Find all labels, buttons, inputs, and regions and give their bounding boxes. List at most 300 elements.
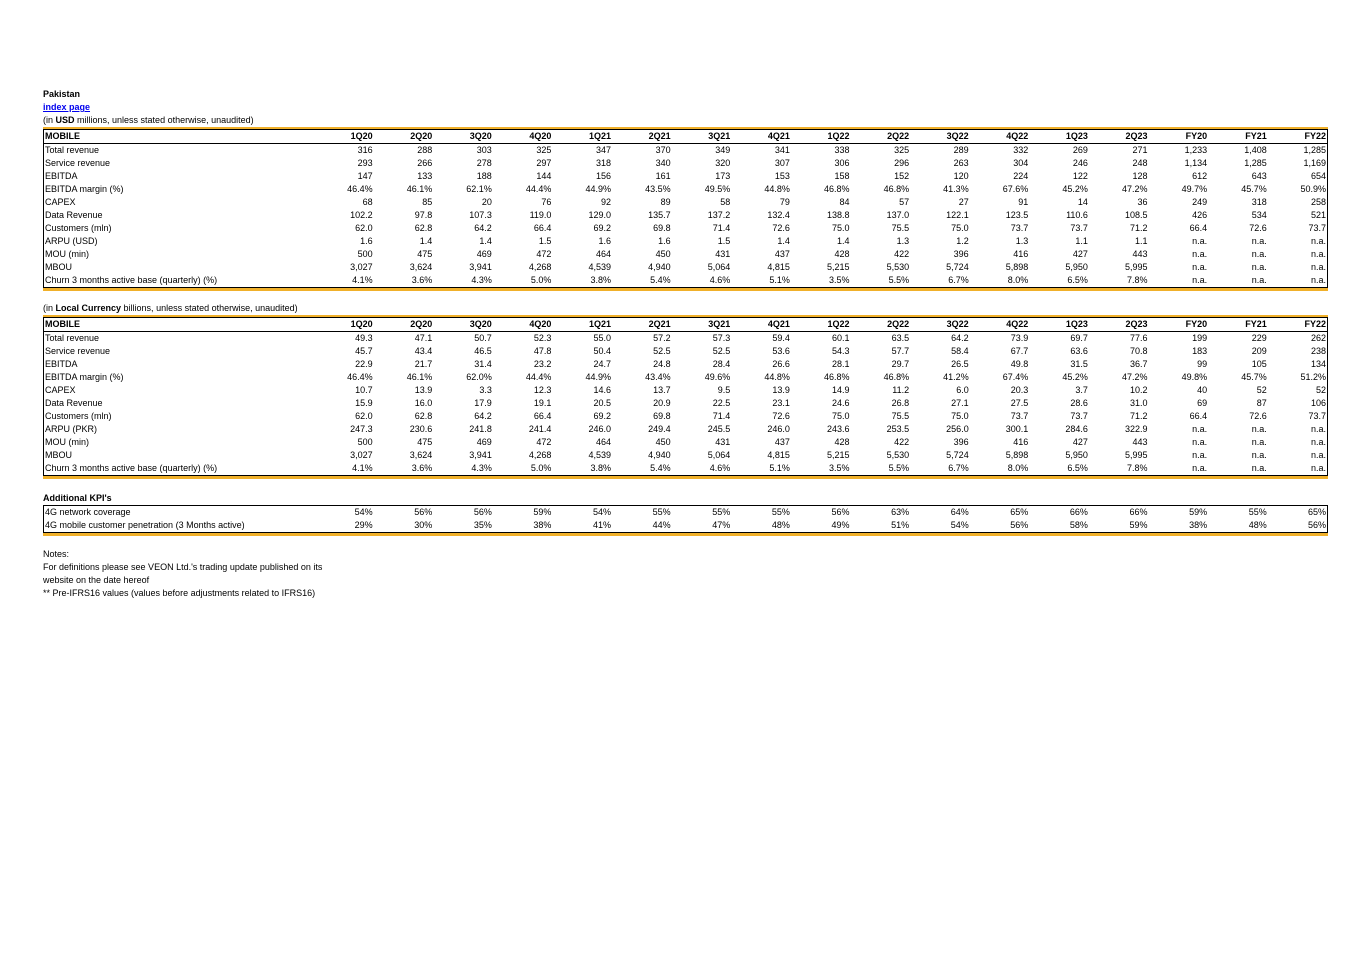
lc-cell: 464	[596, 437, 612, 447]
lc-cell: 55.0	[593, 333, 612, 343]
usd-cell: 14	[1077, 197, 1088, 207]
usd-cell: n.a.	[1251, 262, 1267, 272]
lc-cell: 47.8	[533, 346, 552, 356]
usd-cell: 427	[1072, 249, 1088, 259]
kpi-cell: 63%	[891, 507, 910, 517]
usd-cell: 67.6%	[1002, 184, 1029, 194]
lc-cell: 54.3	[831, 346, 850, 356]
lc-cell: 26.5	[951, 359, 969, 369]
lc-cell: 52	[1315, 385, 1326, 395]
lc-cell: 13.9	[772, 385, 790, 395]
usd-cell: 58	[720, 197, 731, 207]
lc-cell: 77.6	[1130, 333, 1148, 343]
usd-cell: n.a.	[1251, 275, 1267, 285]
usd-cell: 318	[1251, 197, 1267, 207]
usd-cell: 108.5	[1125, 210, 1148, 220]
lc-cell: 262	[1310, 333, 1326, 343]
usd-cell: 1.4	[419, 236, 433, 246]
lc-cell: 3.5%	[828, 463, 850, 473]
lc-cell: 241.8	[469, 424, 492, 434]
lc-cell: 5,724	[946, 450, 969, 460]
kpi-table	[43, 506, 1328, 533]
lc-cell: 52.5	[653, 346, 671, 356]
usd-cell: 6.7%	[948, 275, 969, 285]
usd-row-label: CAPEX	[45, 197, 76, 207]
kpi-cell: 59%	[533, 507, 552, 517]
usd-cell: 107.3	[469, 210, 492, 220]
usd-row-label: Customers (mln)	[45, 223, 112, 233]
kpi-row	[44, 519, 1328, 533]
usd-cell: 8.0%	[1007, 275, 1029, 285]
lc-cell: 9.5	[717, 385, 731, 395]
lc-column-header: 1Q21	[552, 318, 612, 332]
usd-cell: 248	[1132, 158, 1148, 168]
lc-cell: n.a.	[1251, 463, 1267, 473]
lc-cell: 46.5	[474, 346, 492, 356]
usd-row-label: EBITDA	[45, 171, 78, 181]
lc-cell: 10.7	[355, 385, 373, 395]
report-sheet	[43, 88, 1328, 600]
usd-cell: n.a.	[1310, 262, 1326, 272]
lc-cell: 57.3	[712, 333, 731, 343]
lc-cell: 62.0%	[466, 372, 492, 382]
usd-cell: 1,233	[1184, 145, 1208, 155]
lc-cell: n.a.	[1310, 424, 1326, 434]
usd-cell: 66.4	[533, 223, 552, 233]
usd-cell: 464	[596, 249, 612, 259]
lc-cell: 62.8	[414, 411, 433, 421]
kpi-cell: 55%	[771, 507, 790, 517]
lc-cell: 427	[1072, 437, 1088, 447]
lc-cell: 300.1	[1005, 424, 1029, 434]
lc-row	[44, 345, 1328, 358]
usd-cell: 57	[899, 197, 910, 207]
usd-row	[44, 248, 1328, 261]
lc-cell: 69.8	[653, 411, 671, 421]
usd-cell: 43.5%	[645, 184, 671, 194]
usd-cell: 296	[894, 158, 910, 168]
lc-cell: 5,995	[1125, 450, 1148, 460]
lc-column-header: FY22	[1268, 318, 1328, 332]
usd-column-header: 3Q21	[672, 130, 732, 144]
kpi-cell: 47%	[712, 520, 731, 530]
usd-column-header: FY22	[1268, 130, 1328, 144]
kpi-cell: 66%	[1129, 507, 1148, 517]
usd-cell: 137.2	[707, 210, 731, 220]
usd-row-label: Data Revenue	[45, 210, 103, 220]
lc-cell: 6.0	[956, 385, 969, 395]
lc-cell: 5,898	[1005, 450, 1029, 460]
kpi-cell: 51%	[891, 520, 910, 530]
usd-cell: 1.4	[777, 236, 790, 246]
usd-cell: 138.8	[826, 210, 850, 220]
lc-row-label: EBITDA margin (%)	[45, 372, 124, 382]
usd-cell: 4.6%	[709, 275, 731, 285]
usd-cell: 6.5%	[1067, 275, 1088, 285]
usd-cell: 122	[1072, 171, 1088, 181]
usd-row-label: MOU (min)	[45, 249, 89, 259]
lc-cell: 52.5	[712, 346, 731, 356]
usd-row-label: Service revenue	[45, 158, 111, 168]
usd-cell: 69.8	[653, 223, 671, 233]
lc-cell: 64.2	[951, 333, 969, 343]
lc-cell: 69	[1197, 398, 1208, 408]
lc-row-label: Data Revenue	[45, 398, 103, 408]
lc-cell: 5,950	[1065, 450, 1088, 460]
lc-cell: 245.5	[707, 424, 731, 434]
usd-cell: 521	[1310, 210, 1326, 220]
lc-cell: n.a.	[1310, 450, 1326, 460]
kpi-cell: 59%	[1129, 520, 1148, 530]
lc-cell: 475	[417, 437, 433, 447]
usd-cell: 1.5	[717, 236, 731, 246]
usd-cell: 1.1	[1135, 236, 1148, 246]
kpi-cell: 56%	[414, 507, 433, 517]
usd-cell: 1.4	[836, 236, 850, 246]
lc-cell: 47.2%	[1122, 372, 1148, 382]
usd-cell: 1.4	[479, 236, 492, 246]
usd-cell: 85	[422, 197, 433, 207]
usd-cell: 36	[1137, 197, 1148, 207]
usd-cell: 431	[715, 249, 731, 259]
lc-cell: 44.4%	[525, 372, 552, 382]
lc-cell: 46.8%	[883, 372, 910, 382]
lc-column-header: 1Q20	[314, 318, 374, 332]
usd-cell: 161	[655, 171, 671, 181]
lc-cell: 73.7	[1070, 411, 1088, 421]
lc-cell: 22.9	[355, 359, 373, 369]
usd-cell: 271	[1132, 145, 1148, 155]
usd-row	[44, 170, 1328, 183]
lc-column-header: 4Q20	[493, 318, 553, 332]
lc-cell: 71.4	[712, 411, 731, 421]
usd-cell: 3,027	[350, 262, 373, 272]
kpi-row-label: 4G mobile customer penetration (3 Months active)	[45, 520, 245, 530]
usd-cell: 84	[839, 197, 850, 207]
lc-column-header: FY20	[1149, 318, 1209, 332]
usd-row	[44, 222, 1328, 235]
lc-cell: 64.2	[474, 411, 492, 421]
lc-column-header: 2Q22	[850, 318, 910, 332]
lc-cell: 69.2	[593, 411, 612, 421]
usd-column-header: 3Q22	[910, 130, 970, 144]
usd-cell: n.a.	[1310, 249, 1326, 259]
lc-cell: 241.4	[528, 424, 552, 434]
kpi-cell: 30%	[414, 520, 433, 530]
lc-cell: 52.3	[533, 333, 552, 343]
page-title: Pakistan	[43, 89, 81, 99]
lc-cell: 428	[834, 437, 850, 447]
lc-cell: 4.3%	[471, 463, 492, 473]
usd-cell: 44.4%	[525, 184, 552, 194]
lc-row	[44, 410, 1328, 423]
usd-cell: 46.8%	[883, 184, 910, 194]
usd-cell: 47.2%	[1122, 184, 1148, 194]
local-currency-caption: (in Local Currency billions, unless stated otherwise, unaudited)	[43, 303, 298, 313]
lc-cell: 5,215	[826, 450, 850, 460]
note-line: website on the date hereof	[43, 575, 150, 585]
usd-cell: 5,995	[1125, 262, 1148, 272]
usd-cell: 7.8%	[1127, 275, 1148, 285]
lc-cell: 75.0	[951, 411, 969, 421]
kpi-row-label: 4G network coverage	[45, 507, 131, 517]
lc-cell: 44.9%	[585, 372, 612, 382]
usd-cell: 72.6	[772, 223, 790, 233]
lc-cell: 105	[1251, 359, 1267, 369]
kpi-cell: 56%	[1010, 520, 1029, 530]
usd-cell: 5.5%	[888, 275, 910, 285]
usd-row-label: MBOU	[45, 262, 72, 272]
usd-cell: 91	[1018, 197, 1029, 207]
lc-cell: 28.4	[712, 359, 731, 369]
lc-cell: 24.6	[831, 398, 850, 408]
lc-cell: 416	[1013, 437, 1029, 447]
usd-cell: 49.7%	[1181, 184, 1208, 194]
lc-row	[44, 436, 1328, 449]
usd-cell: 73.7	[1010, 223, 1029, 233]
usd-row-label: ARPU (USD)	[45, 236, 98, 246]
lc-cell: 70.8	[1130, 346, 1148, 356]
lc-cell: 63.6	[1070, 346, 1088, 356]
usd-cell: 3.5%	[828, 275, 850, 285]
lc-cell: 24.8	[653, 359, 671, 369]
lc-cell: 199	[1192, 333, 1208, 343]
lc-cell: 71.2	[1130, 411, 1148, 421]
usd-cell: 5,064	[707, 262, 731, 272]
usd-cell: 188	[476, 171, 492, 181]
usd-cell: 153	[774, 171, 790, 181]
usd-cell: 349	[715, 145, 731, 155]
kpi-row	[44, 506, 1328, 519]
kpi-title: Additional KPI's	[43, 492, 1328, 506]
lc-cell: 72.6	[772, 411, 790, 421]
lc-cell: n.a.	[1192, 424, 1208, 434]
lc-row	[44, 397, 1328, 410]
lc-cell: 69.7	[1070, 333, 1088, 343]
usd-cell: 79	[779, 197, 790, 207]
lc-column-header: 1Q23	[1029, 318, 1089, 332]
lc-cell: 229	[1251, 333, 1267, 343]
usd-row	[44, 209, 1328, 222]
kpi-cell: 41%	[593, 520, 612, 530]
usd-cell: 137.0	[886, 210, 910, 220]
usd-cell: 5.0%	[530, 275, 552, 285]
lc-cell: 134	[1310, 359, 1326, 369]
lc-cell: 5,064	[707, 450, 731, 460]
lc-row	[44, 423, 1328, 436]
usd-column-header: 2Q23	[1089, 130, 1149, 144]
local-currency-table	[43, 317, 1328, 476]
usd-column-header: 4Q21	[731, 130, 791, 144]
usd-cell: 92	[601, 197, 612, 207]
usd-column-header: 2Q20	[374, 130, 434, 144]
usd-cell: 44.9%	[585, 184, 612, 194]
lc-cell: 10.2	[1130, 385, 1148, 395]
usd-cell: 20	[481, 197, 492, 207]
usd-column-header: 2Q21	[612, 130, 672, 144]
lc-cell: 21.7	[414, 359, 433, 369]
lc-row-label: EBITDA	[45, 359, 78, 369]
lc-cell: 59.4	[772, 333, 790, 343]
usd-cell: 224	[1013, 171, 1029, 181]
lc-cell: 209	[1251, 346, 1267, 356]
lc-cell: 3.7	[1075, 385, 1088, 395]
kpi-cell: 54%	[354, 507, 373, 517]
usd-cell: 426	[1192, 210, 1208, 220]
usd-cell: 132.4	[767, 210, 790, 220]
usd-cell: 75.0	[951, 223, 969, 233]
usd-cell: 1,169	[1303, 158, 1326, 168]
lc-cell: 14.6	[593, 385, 612, 395]
kpi-cell: 49%	[831, 520, 850, 530]
usd-cell: 258	[1310, 197, 1326, 207]
lc-cell: 40	[1197, 385, 1208, 395]
usd-cell: 144	[536, 171, 552, 181]
lc-column-header: 3Q21	[672, 318, 732, 332]
usd-cell: 152	[894, 171, 910, 181]
lc-cell: 3.6%	[411, 463, 433, 473]
usd-row	[44, 183, 1328, 196]
lc-header-label: MOBILE	[44, 318, 315, 332]
lc-row	[44, 462, 1328, 476]
usd-cell: 437	[774, 249, 790, 259]
usd-column-header: FY21	[1208, 130, 1268, 144]
usd-cell: 75.0	[831, 223, 850, 233]
usd-cell: 173	[715, 171, 731, 181]
usd-cell: 325	[894, 145, 910, 155]
usd-row	[44, 196, 1328, 209]
lc-cell: 4,539	[588, 450, 612, 460]
usd-cell: 46.4%	[347, 184, 373, 194]
kpi-cell: 54%	[593, 507, 612, 517]
usd-cell: 341	[774, 145, 790, 155]
usd-cell: 75.5	[891, 223, 910, 233]
usd-cell: 5,898	[1005, 262, 1029, 272]
lc-cell: 238	[1310, 346, 1326, 356]
usd-cell: 5.4%	[650, 275, 671, 285]
lc-cell: 28.1	[831, 359, 850, 369]
usd-cell: 3,941	[469, 262, 492, 272]
usd-cell: 71.4	[712, 223, 731, 233]
usd-cell: 450	[655, 249, 671, 259]
lc-column-header: 2Q21	[612, 318, 672, 332]
usd-cell: 263	[953, 158, 969, 168]
lc-cell: n.a.	[1251, 437, 1267, 447]
kpi-cell: 66%	[1069, 507, 1088, 517]
lc-cell: 183	[1192, 346, 1208, 356]
lc-row	[44, 332, 1328, 346]
lc-row	[44, 384, 1328, 397]
lc-row-label: Churn 3 months active base (quarterly) (%)	[45, 463, 218, 473]
lc-column-header: 3Q20	[433, 318, 493, 332]
usd-cell: 654	[1310, 171, 1326, 181]
usd-cell: 129.0	[588, 210, 612, 220]
usd-cell: 643	[1251, 171, 1267, 181]
kpi-cell: 38%	[1189, 520, 1208, 530]
kpi-cell: 55%	[652, 507, 671, 517]
index-page-link[interactable]: index page	[43, 102, 91, 112]
lc-row-label: CAPEX	[45, 385, 76, 395]
lc-row-label: Total revenue	[45, 333, 100, 343]
lc-cell: 73.7	[1010, 411, 1029, 421]
kpi-cell: 55%	[712, 507, 731, 517]
usd-cell: 27	[958, 197, 969, 207]
lc-cell: 3.8%	[590, 463, 612, 473]
note-line: Notes:	[43, 549, 70, 559]
usd-cell: 45.2%	[1062, 184, 1088, 194]
lc-cell: 5.4%	[650, 463, 671, 473]
usd-cell: 1,285	[1303, 145, 1326, 155]
usd-cell: 297	[536, 158, 552, 168]
lc-cell: 16.0	[414, 398, 433, 408]
lc-cell: 4,268	[528, 450, 552, 460]
kpi-cell: 64%	[950, 507, 969, 517]
lc-cell: 27.5	[1010, 398, 1029, 408]
lc-row-label: MBOU	[45, 450, 72, 460]
usd-cell: 66.4	[1189, 223, 1208, 233]
usd-cell: 4.3%	[471, 275, 492, 285]
usd-row	[44, 144, 1328, 158]
lc-cell: 46.8%	[823, 372, 850, 382]
lc-cell: 247.3	[350, 424, 373, 434]
usd-cell: 89	[660, 197, 671, 207]
lc-cell: n.a.	[1310, 437, 1326, 447]
notes	[43, 548, 1328, 600]
lc-cell: 472	[536, 437, 552, 447]
lc-cell: 53.6	[772, 346, 790, 356]
usd-column-header: 3Q20	[433, 130, 493, 144]
usd-cell: 293	[357, 158, 373, 168]
usd-cell: 4.1%	[352, 275, 373, 285]
lc-cell: 22.5	[712, 398, 731, 408]
usd-row	[44, 274, 1328, 288]
lc-cell: 26.8	[891, 398, 910, 408]
lc-cell: 4,815	[767, 450, 790, 460]
lc-cell: 20.5	[593, 398, 612, 408]
usd-cell: n.a.	[1192, 249, 1208, 259]
lc-cell: 23.1	[772, 398, 790, 408]
lc-cell: 284.6	[1065, 424, 1088, 434]
usd-cell: 102.2	[350, 210, 373, 220]
lc-cell: 73.9	[1010, 333, 1029, 343]
lc-cell: n.a.	[1251, 450, 1267, 460]
lc-cell: 44.8%	[764, 372, 790, 382]
lc-cell: 7.8%	[1127, 463, 1148, 473]
usd-column-header: 1Q21	[552, 130, 612, 144]
lc-cell: n.a.	[1192, 463, 1208, 473]
lc-cell: 50.7	[474, 333, 492, 343]
lc-cell: 243.6	[826, 424, 850, 434]
usd-cell: 289	[953, 145, 969, 155]
lc-cell: 13.9	[414, 385, 433, 395]
usd-cell: 4,268	[528, 262, 552, 272]
usd-cell: 133	[417, 171, 433, 181]
lc-cell: 17.9	[474, 398, 492, 408]
usd-cell: 303	[476, 145, 492, 155]
usd-column-header: 1Q23	[1029, 130, 1089, 144]
note-line: For definitions please see VEON Ltd.'s trading update published on its	[43, 562, 323, 572]
lc-cell: 49.6%	[704, 372, 731, 382]
lc-cell: 41.2%	[943, 372, 969, 382]
usd-cell: 396	[953, 249, 969, 259]
lc-cell: 12.3	[533, 385, 552, 395]
usd-column-header: 1Q20	[314, 130, 374, 144]
lc-row	[44, 449, 1328, 462]
lc-row	[44, 358, 1328, 371]
lc-cell: 431	[715, 437, 731, 447]
usd-cell: 5,724	[946, 262, 969, 272]
lc-cell: n.a.	[1192, 437, 1208, 447]
